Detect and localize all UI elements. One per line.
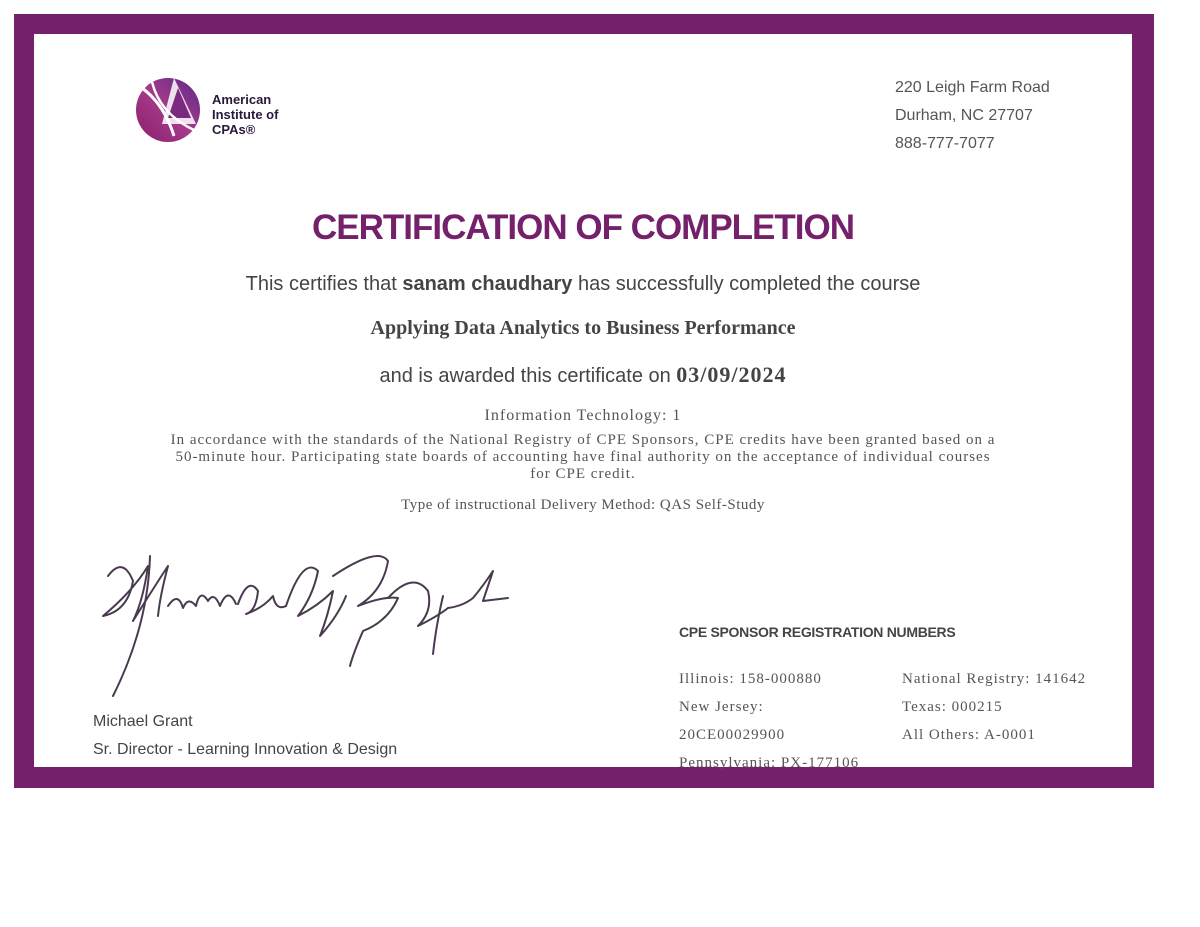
- registration-item: National Registry: 141642: [902, 671, 1087, 687]
- certifies-prefix: This certifies that: [245, 273, 403, 295]
- aicpa-logo-mark-icon: [134, 74, 204, 144]
- registration-item: Illinois: 158-000880: [679, 671, 822, 687]
- course-title: Applying Data Analytics to Business Performance: [370, 317, 796, 339]
- signer-name: Michael Grant: [93, 713, 193, 730]
- logo-line-2: Institute of: [212, 107, 279, 122]
- accordance-line: 50-minute hour. Participating state boards of accounting have final authority on the acceptance of individual courses: [175, 449, 991, 465]
- certifies-statement: [0, 273, 1166, 296]
- registration-right-column: [902, 665, 1086, 749]
- accordance-line: for CPE credit.: [530, 466, 636, 482]
- address-city: Durham, NC 27707: [895, 107, 1033, 124]
- address-block: [895, 74, 1050, 158]
- logo-line-1: American: [212, 92, 272, 107]
- awarded-prefix: and is awarded this certificate on: [379, 365, 677, 387]
- signer-title: Sr. Director - Learning Innovation & Design: [93, 741, 398, 758]
- registration-item: 20CE00029900: [679, 727, 786, 743]
- registration-item: New Jersey:: [679, 699, 764, 715]
- registration-item: Pennsylvania: PX-177106: [679, 755, 860, 771]
- signature-image: [88, 536, 518, 706]
- address-phone: 888-777-7077: [895, 135, 995, 152]
- certifies-suffix: has successfully completed the course: [572, 273, 921, 295]
- registration-left-column: [679, 665, 859, 777]
- address-street: 220 Leigh Farm Road: [895, 79, 1050, 96]
- award-date: 03/09/2024: [676, 362, 787, 387]
- aicpa-logo-wordmark: [212, 92, 278, 137]
- accordance-line: In accordance with the standards of the National Registry of CPE Sponsors, CPE credits have been granted based on a: [170, 432, 996, 448]
- aicpa-logo: [134, 74, 304, 144]
- sponsor-heading: CPE SPONSOR REGISTRATION NUMBERS: [679, 624, 956, 640]
- recipient-name: sanam chaudhary: [402, 273, 573, 295]
- logo-line-3: CPAs®: [212, 122, 256, 137]
- certificate-title: CERTIFICATION OF COMPLETION: [311, 208, 855, 247]
- registration-item: Texas: 000215: [902, 699, 1003, 715]
- cpe-credits: Information Technology: 1: [484, 407, 682, 424]
- accordance-statement: [90, 432, 1076, 483]
- registration-item: All Others: A-0001: [902, 727, 1036, 743]
- awarded-statement: [0, 362, 1166, 388]
- delivery-method: Type of instructional Delivery Method: QAS Self-Study: [401, 497, 765, 513]
